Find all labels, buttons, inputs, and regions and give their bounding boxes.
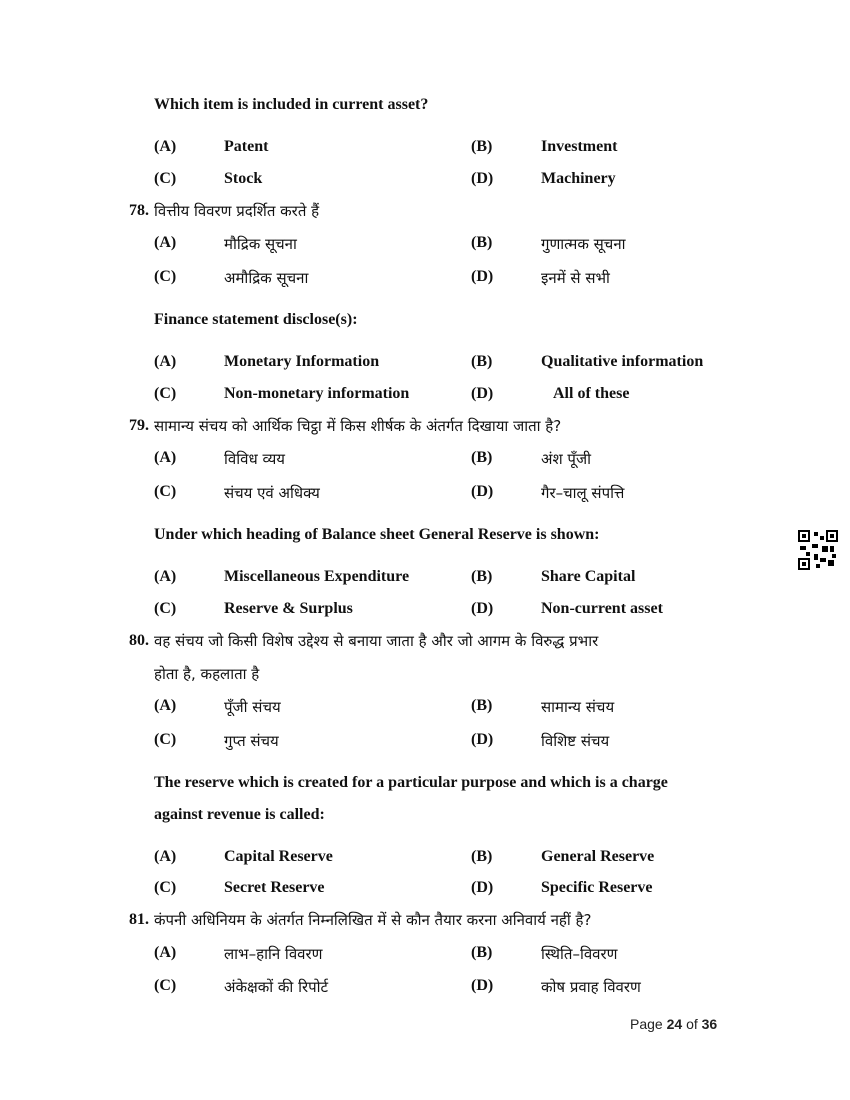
q78-hindi-question: वित्तीय विवरण प्रदर्शित करते हैं	[154, 202, 320, 220]
q80-english-question-line1: The reserve which is created for a particular purpose and which is a charge	[154, 774, 668, 791]
q80-hindi-question-line2: होता है, कहलाता है	[154, 665, 260, 683]
q77-question: Which item is included in current asset?	[154, 96, 429, 113]
page-of: of	[686, 1016, 698, 1032]
q78-number: 78.	[129, 202, 149, 219]
page-word: Page	[630, 1016, 663, 1032]
q79-hindi-question: सामान्य संचय को आर्थिक चिट्ठा में किस शीर्षक के अंतर्गत दिखाया जाता है?	[154, 417, 562, 435]
q81-number: 81.	[129, 911, 149, 928]
q79-english-question: Under which heading of Balance sheet General Reserve is shown:	[154, 526, 600, 543]
q81-hindi-question: कंपनी अधिनियम के अंतर्गत निम्नलिखित में से कौन तैयार करना अनिवार्य नहीं है?	[154, 911, 592, 929]
page-footer	[630, 1016, 717, 1032]
q80-number: 80.	[129, 632, 149, 649]
q78-english-question: Finance statement disclose(s):	[154, 311, 358, 328]
q80-hindi-question-line1: वह संचय जो किसी विशेष उद्देश्य से बनाया जाता है और जो आगम के विरुद्ध प्रभार	[154, 632, 599, 650]
page-total: 36	[701, 1016, 718, 1032]
page-current: 24	[666, 1016, 683, 1032]
q79-number: 79.	[129, 417, 149, 434]
q80-english-question-line2: against revenue is called:	[154, 806, 325, 823]
qr-code-icon	[798, 530, 838, 570]
